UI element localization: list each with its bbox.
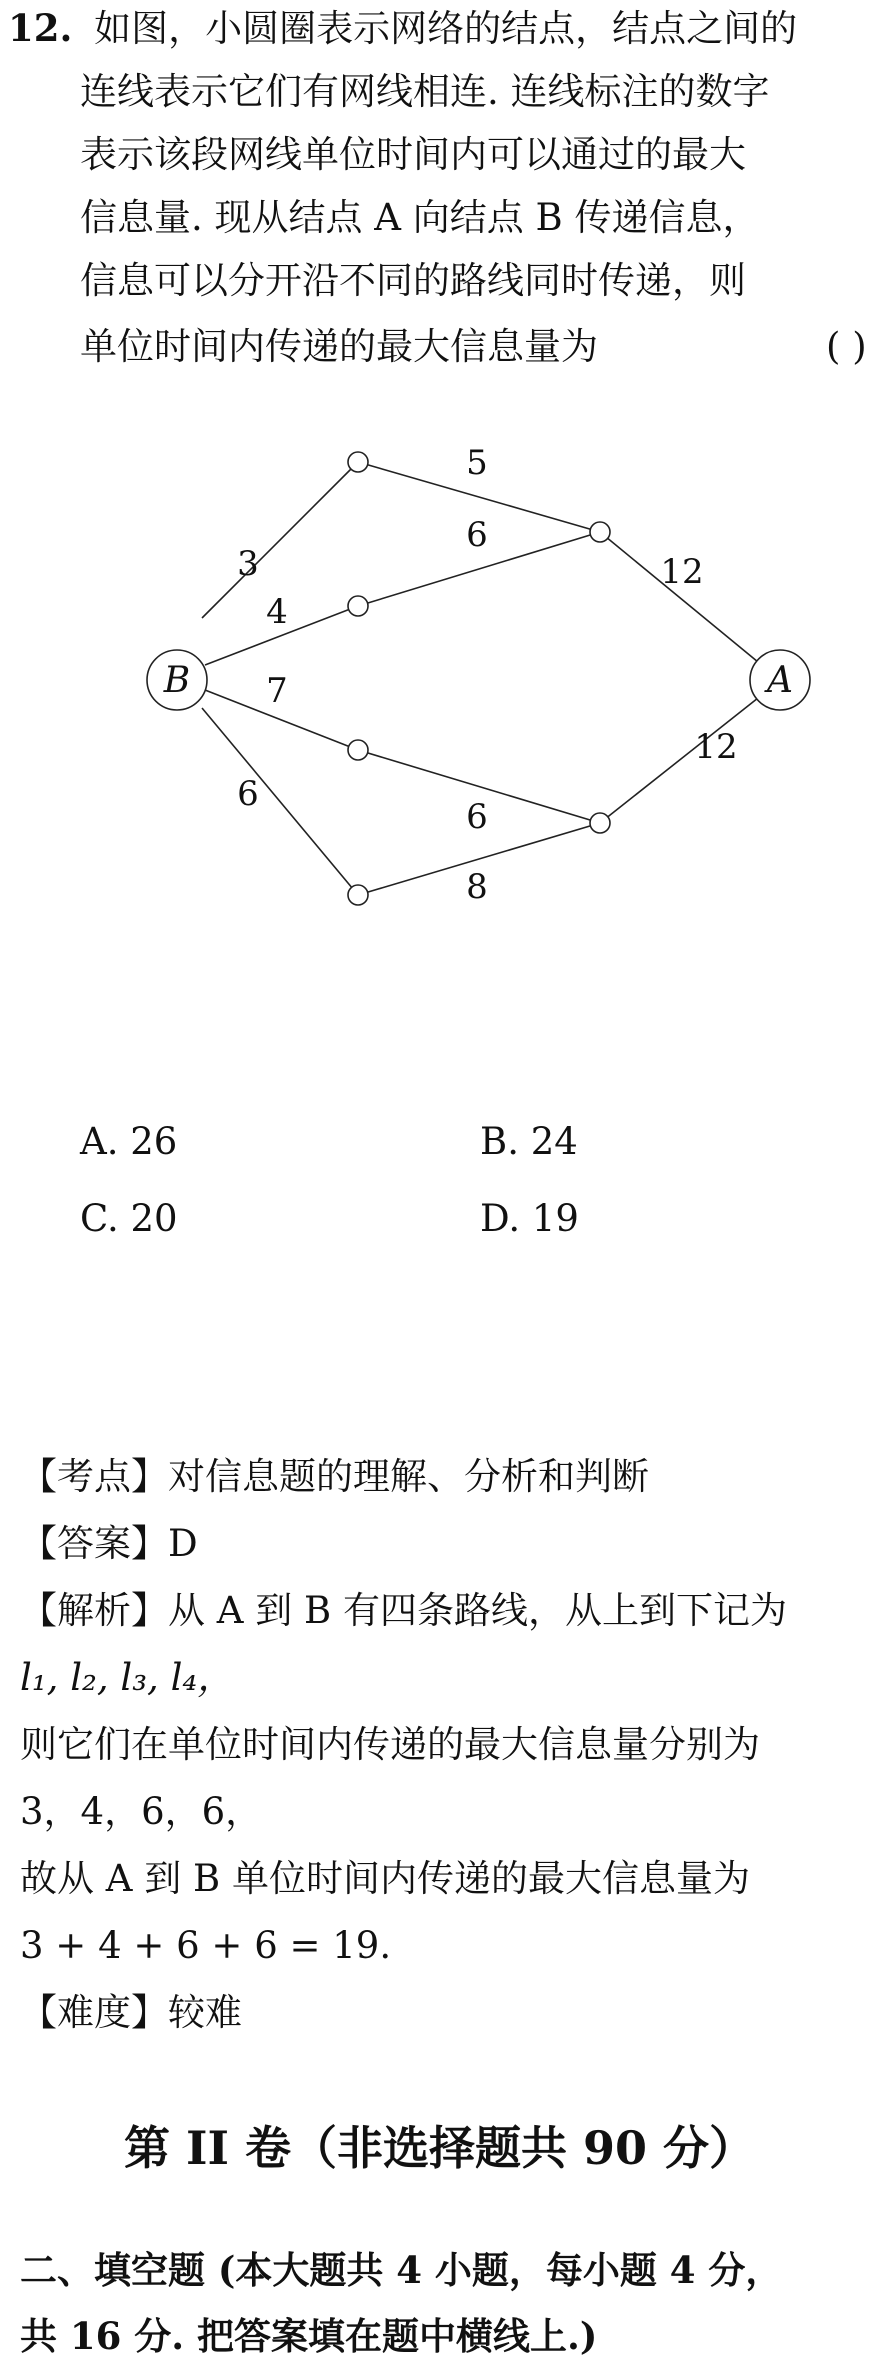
edge-label-B-bottom: 6 [237, 774, 259, 814]
choice-d[interactable]: D. 19 [480, 1197, 579, 1240]
choice-b[interactable]: B. 24 [480, 1120, 578, 1163]
choice-a[interactable]: A. 26 [80, 1120, 178, 1163]
part2-heading-line-2: 共 16 分. 把答案填在题中横线上.) [20, 2314, 598, 2358]
solution-jiexi-4: 3，4，6，6， [20, 1790, 263, 1833]
network-diagram [0, 420, 879, 940]
solution-answer: 【答案】D [20, 1522, 198, 1565]
edge-label-mid2-rightlow: 6 [466, 797, 488, 837]
solution-jiexi-1: 【解析】从 A 到 B 有四条路线，从上到下记为 [20, 1589, 787, 1632]
question-text-1: 如图，小圆圈表示网络的结点，结点之间的 [94, 7, 798, 50]
solution-difficulty: 【难度】较难 [20, 1991, 242, 2034]
solution-jiexi-5: 故从 A 到 B 单位时间内传递的最大信息量为 [20, 1857, 750, 1900]
node-rightlow [590, 813, 610, 833]
question-number: 12. [8, 6, 73, 50]
solution-jiexi-2: l₁, l₂, l₃, l₄， [20, 1656, 235, 1699]
section-title: 第 II 卷（非选择题共 90 分） [123, 2121, 756, 2175]
choice-c[interactable]: C. 20 [80, 1197, 178, 1240]
node-bottom [348, 885, 368, 905]
question-line-5: 信息可以分开沿不同的路线同时传递，则 [80, 259, 746, 302]
node-right [590, 522, 610, 542]
solution-jiexi-6: 3 + 4 + 6 + 6 = 19. [20, 1924, 392, 1967]
solution-kaodian: 【考点】对信息题的理解、分析和判断 [20, 1455, 649, 1498]
edge-label-right-A: 12 [660, 552, 704, 592]
question-line-4: 信息量. 现从结点 A 向结点 B 传递信息， [80, 196, 760, 239]
node-B-label: B [163, 660, 191, 701]
edge-label-B-mid2: 7 [266, 671, 288, 711]
question-line-3: 表示该段网线单位时间内可以通过的最大 [80, 133, 746, 176]
part2-heading-line-1: 二、填空题 (本大题共 4 小题，每小题 4 分， [20, 2248, 783, 2292]
node-top [348, 452, 368, 472]
edge-label-top-right: 5 [466, 443, 488, 483]
node-A-label: A [767, 660, 793, 701]
question-line-6: 单位时间内传递的最大信息量为 [80, 325, 598, 368]
edge-B-bottom [202, 708, 358, 895]
node-mid1 [348, 596, 368, 616]
edge-label-mid1-right: 6 [466, 515, 488, 555]
edge-label-B-mid1: 4 [266, 592, 288, 632]
question-line-2: 连线表示它们有网线相连. 连线标注的数字 [80, 70, 770, 113]
answer-blank: ( ) [826, 325, 867, 368]
edge-label-B-top: 3 [237, 544, 259, 584]
question-line-1 [8, 6, 798, 50]
node-mid2 [348, 740, 368, 760]
edge-label-bottom-rightlow: 8 [466, 867, 488, 907]
solution-jiexi-3: 则它们在单位时间内传递的最大信息量分别为 [20, 1723, 760, 1766]
edge-label-rightlow-A: 12 [694, 727, 738, 767]
